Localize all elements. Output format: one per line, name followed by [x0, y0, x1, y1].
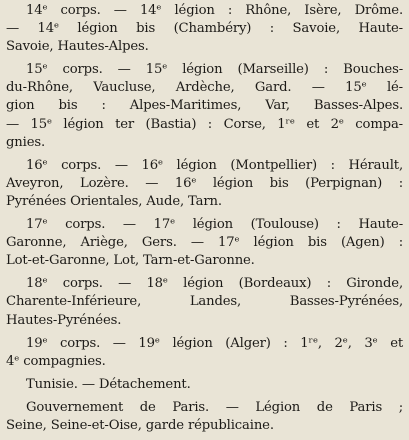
text-line: Tunisie. — Détachement. — [26, 376, 191, 392]
text-line: Charente-Inférieure, Landes, Basses-Pyrénées, — [6, 294, 403, 310]
text-line: Seine, Seine-et-Oise, garde républicaine. — [6, 417, 274, 433]
entry-corps-17 — [6, 216, 403, 270]
entry-tunisie — [6, 376, 403, 394]
text-line: 19ᵉ corps. — 19ᵉ légion (Alger) : 1ʳᵉ, 2ᵉ, 3ᵉ et — [26, 335, 403, 351]
entry-corps-19 — [6, 335, 403, 371]
text-line: Gouvernement de Paris. — Légion de Paris ; — [26, 399, 403, 415]
text-line: 17ᵉ corps. — 17ᵉ légion (Toulouse) : Haute- — [26, 217, 403, 233]
text-line: 14ᵉ corps. — 14ᵉ légion : Rhône, Isère, Drôme. — [26, 3, 403, 18]
text-line: 18ᵉ corps. — 18ᵉ légion (Bordeaux) : Gironde, — [26, 276, 403, 292]
text-line: du-Rhône, Vaucluse, Ardèche, Gard. — 15ᵉ lé- — [6, 80, 403, 96]
entry-corps-18 — [6, 275, 403, 329]
text-line: Aveyron, Lozère. — 16ᵉ légion bis (Perpignan) : — [6, 175, 403, 191]
text-line: 16ᵉ corps. — 16ᵉ légion (Montpellier) : Hérault, — [26, 157, 403, 173]
text-line: Savoie, Hautes-Alpes. — [6, 39, 149, 55]
text-line: Garonne, Ariège, Gers. — 17ᵉ légion bis (Agen) : — [6, 235, 403, 251]
entry-paris — [6, 399, 403, 435]
text-line: gnies. — [6, 134, 46, 150]
entry-corps-14 — [6, 2, 403, 56]
text-line: 4ᵉ compagnies. — [6, 353, 106, 369]
entry-corps-16 — [6, 157, 403, 211]
text-line: Hautes-Pyrénées. — [6, 312, 122, 328]
text-line: — 14ᵉ légion bis (Chambéry) : Savoie, Haute- — [6, 21, 403, 37]
text-line: Pyrénées Orientales, Aude, Tarn. — [6, 193, 222, 209]
text-line: 15ᵉ corps. — 15ᵉ légion (Marseille) : Bouches- — [26, 62, 403, 78]
text-line: Lot-et-Garonne, Lot, Tarn-et-Garonne. — [6, 253, 255, 269]
text-line: gion bis : Alpes-Maritimes, Var, Basses-Alpes. — [6, 98, 403, 114]
text-line: — 15ᵉ légion ter (Bastia) : Corse, 1ʳᵉ et 2ᵉ compa- — [6, 116, 403, 132]
entry-corps-15 — [6, 61, 403, 151]
